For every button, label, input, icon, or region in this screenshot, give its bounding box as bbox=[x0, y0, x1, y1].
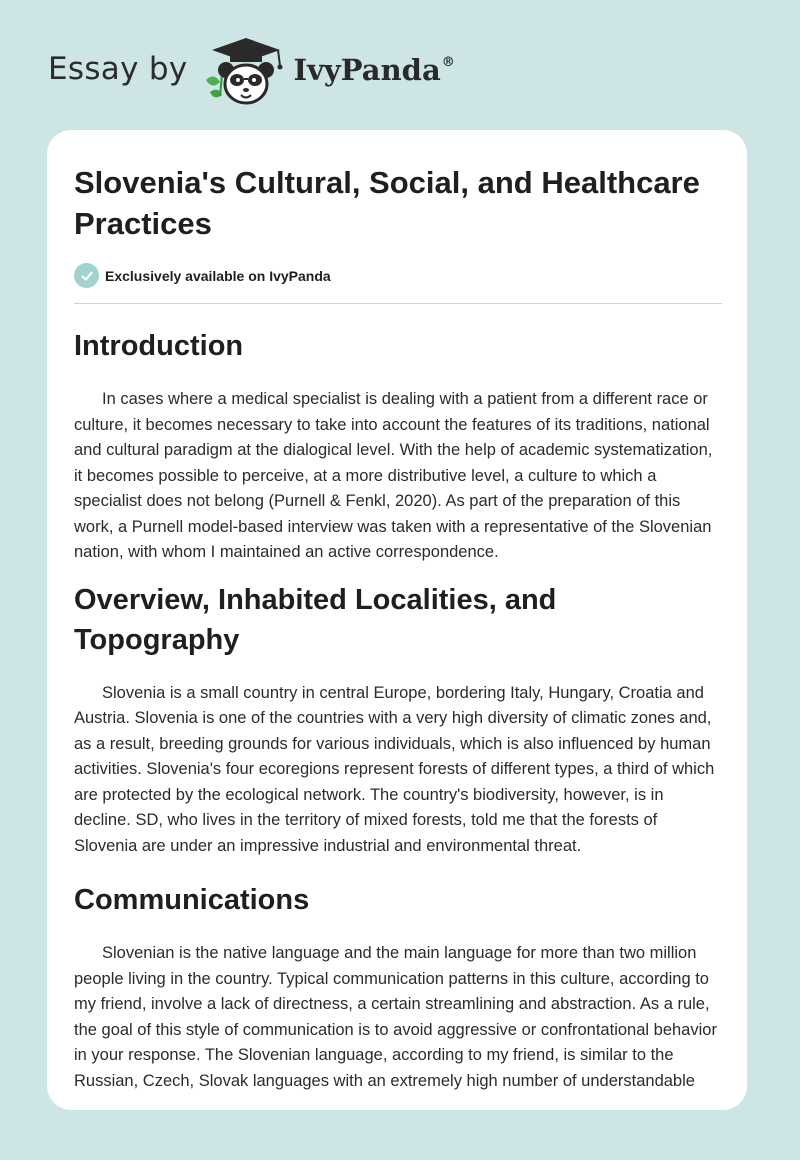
check-circle-icon bbox=[74, 263, 99, 288]
exclusive-label: Exclusively available on IvyPanda bbox=[105, 267, 331, 284]
section-paragraph-overview: Slovenia is a small country in central Europe, bordering Italy, Hungary, Croatia and Austria. Slovenia is one of the countries with a very high diversity of climatic zones and, as a result, breeding grounds for various individuals, which is also influenced by human activities. Slovenia's four ecoregions represent forests of different types, a third of which are protected by the ecological network. The country's biodiversity, however, is in decline. SD, who lives in the territory of mixed forests, told me that the forests of Slovenia are under an impressive industrial and environmental threat. bbox=[74, 683, 715, 855]
brand-text: IvyPanda bbox=[293, 53, 441, 87]
section-heading-introduction: Introduction bbox=[74, 330, 244, 362]
exclusive-badge bbox=[74, 263, 331, 288]
essay-by-label: Essay by bbox=[48, 51, 188, 87]
section-paragraph-communications: Slovenian is the native language and the main language for more than two million people living in the country. Typical communication patterns in this culture, according to my friend, involve a lack of directness, a certain streamlining and abstraction. As a rule, the goal of this style of communication is to avoid aggressive or confrontational behavior in your response. The Slovenian language, according to my friend, is similar to the Russian, Czech, Slovak languages with an extremely high number of understandable bbox=[74, 944, 717, 1090]
brand-name[interactable] bbox=[294, 53, 455, 87]
registered-mark: ® bbox=[441, 55, 455, 70]
site-header bbox=[48, 36, 455, 108]
section-paragraph-introduction: In cases where a medical specialist is dealing with a patient from a different race or culture, it becomes necessary to take into account the features of its traditions, national and cultural paradigm at the dialogical level. With the help of academic systematization, it becomes possible to perceive, at a more distributive level, a culture to which a specialist does not belong (Purnell & Fenkl, 2020). As part of the preparation of this work, a Purnell model-based interview was taken with a representative of the Slovenian nation, with whom I maintained an active correspondence. bbox=[74, 390, 713, 561]
page-title: Slovenia's Cultural, Social, and Healthcare Practices bbox=[74, 165, 700, 241]
section-heading-overview: Overview, Inhabited Localities, and Topography bbox=[74, 583, 557, 656]
article-body bbox=[74, 322, 722, 1094]
article-card bbox=[47, 130, 747, 1110]
divider bbox=[74, 303, 722, 304]
panda-graduate-logo-icon[interactable] bbox=[200, 36, 292, 108]
section-heading-communications: Communications bbox=[74, 884, 310, 916]
